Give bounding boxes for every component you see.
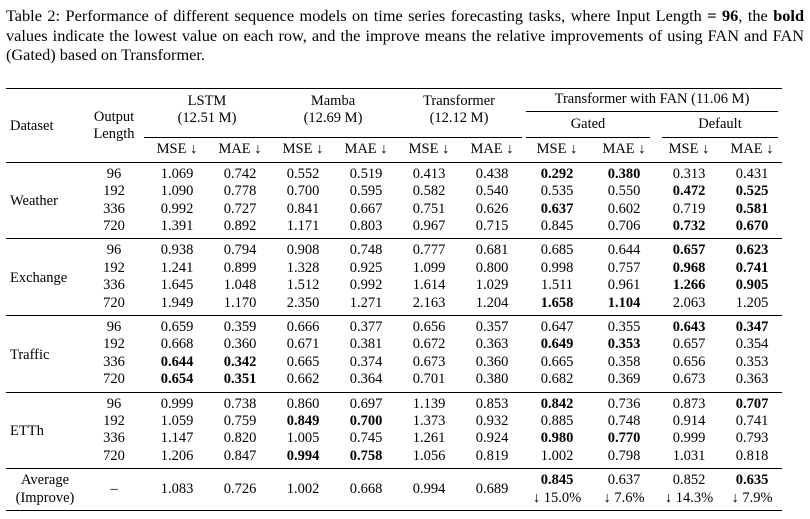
value-cell: 1.056	[412, 447, 446, 464]
value-cell: 0.626	[475, 200, 509, 217]
value-cell: 0.793	[735, 430, 769, 447]
value-cell: 0.980	[540, 430, 574, 447]
value-cell: 0.925	[349, 259, 383, 276]
header-mse: MSE ↓	[536, 141, 578, 158]
dataset-name: Traffic	[6, 315, 84, 392]
value-cell: 0.673	[412, 353, 446, 370]
value-cell: 0.757	[607, 259, 641, 276]
value-cell: 0.649	[540, 336, 574, 353]
table-row	[6, 315, 782, 336]
output-length: 720	[103, 371, 125, 388]
value-cell: 0.719	[672, 200, 706, 217]
value-cell: 0.847	[223, 447, 257, 464]
average-value: 0.689	[462, 469, 522, 511]
table-row	[6, 277, 782, 294]
value-cell: 0.581	[735, 200, 769, 217]
value-cell: 0.738	[210, 392, 270, 413]
value-cell: 0.968	[672, 259, 706, 276]
header-mse: MSE ↓	[668, 141, 710, 158]
value-cell: 0.377	[336, 315, 396, 336]
value-cell: 0.643	[656, 315, 722, 336]
table-row	[6, 430, 782, 447]
value-cell: 0.431	[722, 162, 782, 183]
output-length: 96	[84, 239, 144, 260]
value-cell: 0.381	[349, 336, 383, 353]
value-cell: 0.519	[336, 162, 396, 183]
value-cell: 0.681	[462, 239, 522, 260]
value-cell: 0.849	[286, 413, 320, 429]
average-value: 0.637 ↓ 7.6%	[592, 469, 656, 511]
average-value: 0.994	[396, 469, 462, 511]
value-cell: 0.525	[735, 183, 769, 200]
value-cell: 0.360	[475, 353, 509, 370]
dataset-name: ETTh	[6, 392, 84, 469]
average-value: 0.852 ↓ 14.3%	[656, 469, 722, 511]
value-cell: 1.271	[349, 294, 383, 311]
value-cell: 1.171	[286, 217, 320, 234]
average-value: 0.726	[210, 469, 270, 511]
value-cell: 0.727	[223, 200, 257, 217]
header-mse: MSE ↓	[270, 138, 336, 162]
value-cell: 0.353	[607, 336, 641, 353]
value-cell: 1.059	[160, 413, 194, 429]
value-cell: 0.351	[223, 371, 257, 388]
value-cell: 0.357	[462, 315, 522, 336]
output-length: 96	[84, 392, 144, 413]
value-cell: 0.644	[160, 353, 194, 370]
table-row	[6, 183, 782, 200]
value-cell: 0.892	[223, 217, 257, 234]
header-row-1	[6, 89, 782, 113]
value-cell: 0.853	[462, 392, 522, 413]
caption-bold-word: bold	[773, 6, 804, 25]
value-cell: 0.777	[396, 239, 462, 260]
output-length: 720	[103, 447, 125, 464]
value-cell: 0.363	[735, 371, 769, 388]
value-cell: 0.860	[270, 392, 336, 413]
value-cell: 0.961	[607, 277, 641, 294]
value-cell: 0.354	[735, 336, 769, 353]
value-cell: 0.672	[412, 336, 446, 353]
value-cell: 1.266	[672, 277, 706, 294]
value-cell: 2.163	[412, 294, 446, 311]
output-length: 720	[103, 217, 125, 234]
value-cell: 0.899	[223, 259, 257, 276]
value-cell: 0.535	[540, 183, 574, 200]
value-cell: 0.540	[475, 183, 509, 200]
value-cell: 0.751	[412, 200, 446, 217]
value-cell: 0.845	[540, 217, 574, 234]
value-cell: 0.998	[540, 259, 574, 276]
value-cell: 0.748	[607, 413, 641, 429]
value-cell: 0.353	[735, 353, 769, 370]
value-cell: 0.666	[270, 315, 336, 336]
table-row	[6, 239, 782, 260]
value-cell: 0.685	[522, 239, 592, 260]
table-row	[6, 354, 782, 371]
value-cell: 0.644	[592, 239, 656, 260]
value-cell: 0.637	[540, 200, 574, 217]
table-row	[6, 201, 782, 218]
caption-text-1: Performance of different sequence models on time series forecasting tasks, where Input Length	[65, 6, 702, 25]
value-cell: 1.949	[160, 294, 194, 311]
value-cell: 1.205	[735, 294, 769, 311]
value-cell: 0.794	[210, 239, 270, 260]
value-cell: 1.005	[286, 430, 320, 447]
caption-label: Table 2:	[6, 6, 61, 25]
value-cell: 0.697	[336, 392, 396, 413]
value-cell: 0.355	[592, 315, 656, 336]
value-cell: 0.582	[412, 183, 446, 200]
value-cell: 0.292	[522, 162, 592, 183]
output-length: 336	[103, 430, 125, 447]
value-cell: 0.999	[672, 430, 706, 447]
header-gated: Gated	[522, 112, 656, 137]
value-cell: 1.373	[412, 413, 446, 429]
value-cell: 0.741	[735, 259, 769, 276]
value-cell: 0.924	[475, 430, 509, 447]
header-mae: MAE ↓	[730, 141, 774, 158]
value-cell: 0.992	[349, 277, 383, 294]
value-cell: 1.104	[607, 294, 641, 311]
results-table	[6, 88, 782, 511]
value-cell: 0.706	[607, 217, 641, 234]
value-cell: 0.745	[349, 430, 383, 447]
average-value: 1.002	[270, 469, 336, 511]
value-cell: 0.665	[286, 353, 320, 370]
table-row	[6, 371, 782, 392]
value-cell: 1.139	[396, 392, 462, 413]
value-cell: 0.932	[475, 413, 509, 429]
header-fan-group: Transformer with FAN (11.06 M)	[522, 89, 782, 113]
header-default: Default	[656, 112, 782, 137]
header-output-length: Output Length	[84, 89, 144, 163]
value-cell: 1.241	[160, 259, 194, 276]
value-cell: 0.700	[286, 183, 320, 200]
caption-text-3: values indicate the lowest value on each row, and the improve means the relative improvements of using FAN and FAN (Gated) based on Transformer.	[6, 25, 804, 64]
value-cell: 0.364	[349, 371, 383, 388]
value-cell: 1.048	[223, 277, 257, 294]
value-cell: 0.342	[223, 353, 257, 370]
value-cell: 0.673	[672, 371, 706, 388]
value-cell: 0.359	[210, 315, 270, 336]
average-row	[6, 469, 782, 511]
output-length: 720	[103, 294, 125, 311]
value-cell: 0.657	[672, 336, 706, 353]
value-cell: 1.328	[286, 259, 320, 276]
average-value: 0.635 ↓ 7.9%	[722, 469, 782, 511]
output-length: –	[84, 469, 144, 511]
value-cell: 2.350	[286, 294, 320, 311]
value-cell: 0.707	[722, 392, 782, 413]
value-cell: 0.656	[672, 353, 706, 370]
value-cell: 0.967	[412, 217, 446, 234]
value-cell: 0.647	[522, 315, 592, 336]
average-value: 0.668	[336, 469, 396, 511]
output-length: 336	[103, 277, 125, 294]
value-cell: 0.841	[286, 200, 320, 217]
value-cell: 0.700	[349, 413, 383, 429]
value-cell: 0.313	[656, 162, 722, 183]
value-cell: 0.360	[223, 336, 257, 353]
value-cell: 0.908	[270, 239, 336, 260]
value-cell: 1.512	[286, 277, 320, 294]
table-row	[6, 295, 782, 316]
value-cell: 0.595	[349, 183, 383, 200]
value-cell: 0.662	[286, 371, 320, 388]
value-cell: 0.873	[656, 392, 722, 413]
output-length: 192	[103, 413, 125, 429]
value-cell: 0.654	[160, 371, 194, 388]
value-cell: 1.614	[412, 277, 446, 294]
dataset-name: Weather	[6, 162, 84, 239]
value-cell: 0.438	[462, 162, 522, 183]
table-row	[6, 336, 782, 353]
value-cell: 0.715	[475, 217, 509, 234]
value-cell: 0.380	[475, 371, 509, 388]
average-label: Average (Improve)	[6, 469, 84, 511]
value-cell: 0.914	[672, 413, 706, 429]
value-cell: 0.701	[412, 371, 446, 388]
value-cell: 1.090	[160, 183, 194, 200]
value-cell: 0.369	[607, 371, 641, 388]
value-cell: 0.550	[607, 183, 641, 200]
value-cell: 0.736	[592, 392, 656, 413]
output-length: 192	[103, 259, 125, 276]
improvement-value: ↓ 15.0%	[532, 489, 582, 506]
value-cell: 0.778	[223, 183, 257, 200]
output-length: 192	[103, 336, 125, 353]
dataset-name: Exchange	[6, 239, 84, 316]
header-dataset: Dataset	[6, 89, 84, 163]
header-mse: MSE ↓	[396, 138, 462, 162]
improvement-value: ↓ 7.9%	[731, 489, 773, 506]
table-row	[6, 392, 782, 413]
value-cell: 0.999	[144, 392, 210, 413]
value-cell: 1.511	[540, 277, 574, 294]
value-cell: 0.656	[396, 315, 462, 336]
value-cell: 0.602	[607, 200, 641, 217]
value-cell: 0.820	[223, 430, 257, 447]
value-cell: 0.552	[270, 162, 336, 183]
value-cell: 0.800	[475, 259, 509, 276]
value-cell: 0.759	[223, 413, 257, 429]
value-cell: 0.671	[286, 336, 320, 353]
value-cell: 0.992	[160, 200, 194, 217]
value-cell: 0.668	[160, 336, 194, 353]
value-cell: 1.099	[412, 259, 446, 276]
average-body	[6, 469, 782, 511]
output-length: 192	[103, 183, 125, 200]
value-cell: 1.391	[160, 217, 194, 234]
value-cell: 1.029	[475, 277, 509, 294]
table-row	[6, 448, 782, 469]
value-cell: 1.069	[144, 162, 210, 183]
header-mae: MAE ↓	[602, 141, 646, 158]
header-mse: MSE ↓	[144, 138, 210, 162]
value-cell: 1.147	[160, 430, 194, 447]
value-cell: 1.002	[540, 447, 574, 464]
value-cell: 0.682	[540, 371, 574, 388]
table-row	[6, 413, 782, 430]
value-cell: 0.363	[475, 336, 509, 353]
average-value: 1.083	[144, 469, 210, 511]
value-cell: 1.170	[223, 294, 257, 311]
value-cell: 0.657	[656, 239, 722, 260]
value-cell: 0.374	[349, 353, 383, 370]
value-cell: 0.413	[396, 162, 462, 183]
header-mae: MAE ↓	[210, 138, 270, 162]
value-cell: 0.623	[722, 239, 782, 260]
improvement-value: ↓ 14.3%	[664, 489, 714, 506]
value-cell: 1.645	[160, 277, 194, 294]
value-cell: 0.667	[349, 200, 383, 217]
table-body	[6, 162, 782, 469]
value-cell: 0.748	[336, 239, 396, 260]
value-cell: 0.380	[592, 162, 656, 183]
value-cell: 0.659	[144, 315, 210, 336]
value-cell: 1.204	[475, 294, 509, 311]
output-length: 96	[84, 315, 144, 336]
caption-eq: = 96	[707, 6, 739, 25]
value-cell: 0.347	[722, 315, 782, 336]
header-mae: MAE ↓	[336, 138, 396, 162]
table-caption	[6, 6, 804, 65]
header-model-mamba: Mamba (12.69 M)	[270, 89, 396, 138]
value-cell: 0.670	[735, 217, 769, 234]
caption-text-2: , the	[738, 6, 768, 25]
value-cell: 0.742	[210, 162, 270, 183]
value-cell: 0.885	[540, 413, 574, 429]
header-model-transformer: Transformer (12.12 M)	[396, 89, 522, 138]
header-model-lstm: LSTM (12.51 M)	[144, 89, 270, 138]
value-cell: 0.905	[735, 277, 769, 294]
value-cell: 0.758	[349, 447, 383, 464]
value-cell: 0.732	[672, 217, 706, 234]
table-row	[6, 218, 782, 239]
value-cell: 0.665	[540, 353, 574, 370]
value-cell: 0.741	[735, 413, 769, 429]
output-length: 96	[84, 162, 144, 183]
value-cell: 1.658	[540, 294, 574, 311]
value-cell: 0.770	[607, 430, 641, 447]
value-cell: 1.261	[412, 430, 446, 447]
value-cell: 0.994	[286, 447, 320, 464]
value-cell: 1.031	[672, 447, 706, 464]
value-cell: 0.842	[522, 392, 592, 413]
value-cell: 0.803	[349, 217, 383, 234]
average-value: 0.845 ↓ 15.0%	[522, 469, 592, 511]
output-length: 336	[103, 200, 125, 217]
value-cell: 0.358	[607, 353, 641, 370]
value-cell: 0.819	[475, 447, 509, 464]
table-row	[6, 162, 782, 183]
improvement-value: ↓ 7.6%	[603, 489, 645, 506]
table-row	[6, 260, 782, 277]
output-length: 336	[103, 353, 125, 370]
value-cell: 0.818	[735, 447, 769, 464]
value-cell: 0.798	[607, 447, 641, 464]
value-cell: 0.938	[144, 239, 210, 260]
value-cell: 2.063	[672, 294, 706, 311]
value-cell: 1.206	[160, 447, 194, 464]
header-mae: MAE ↓	[462, 138, 522, 162]
value-cell: 0.472	[672, 183, 706, 200]
